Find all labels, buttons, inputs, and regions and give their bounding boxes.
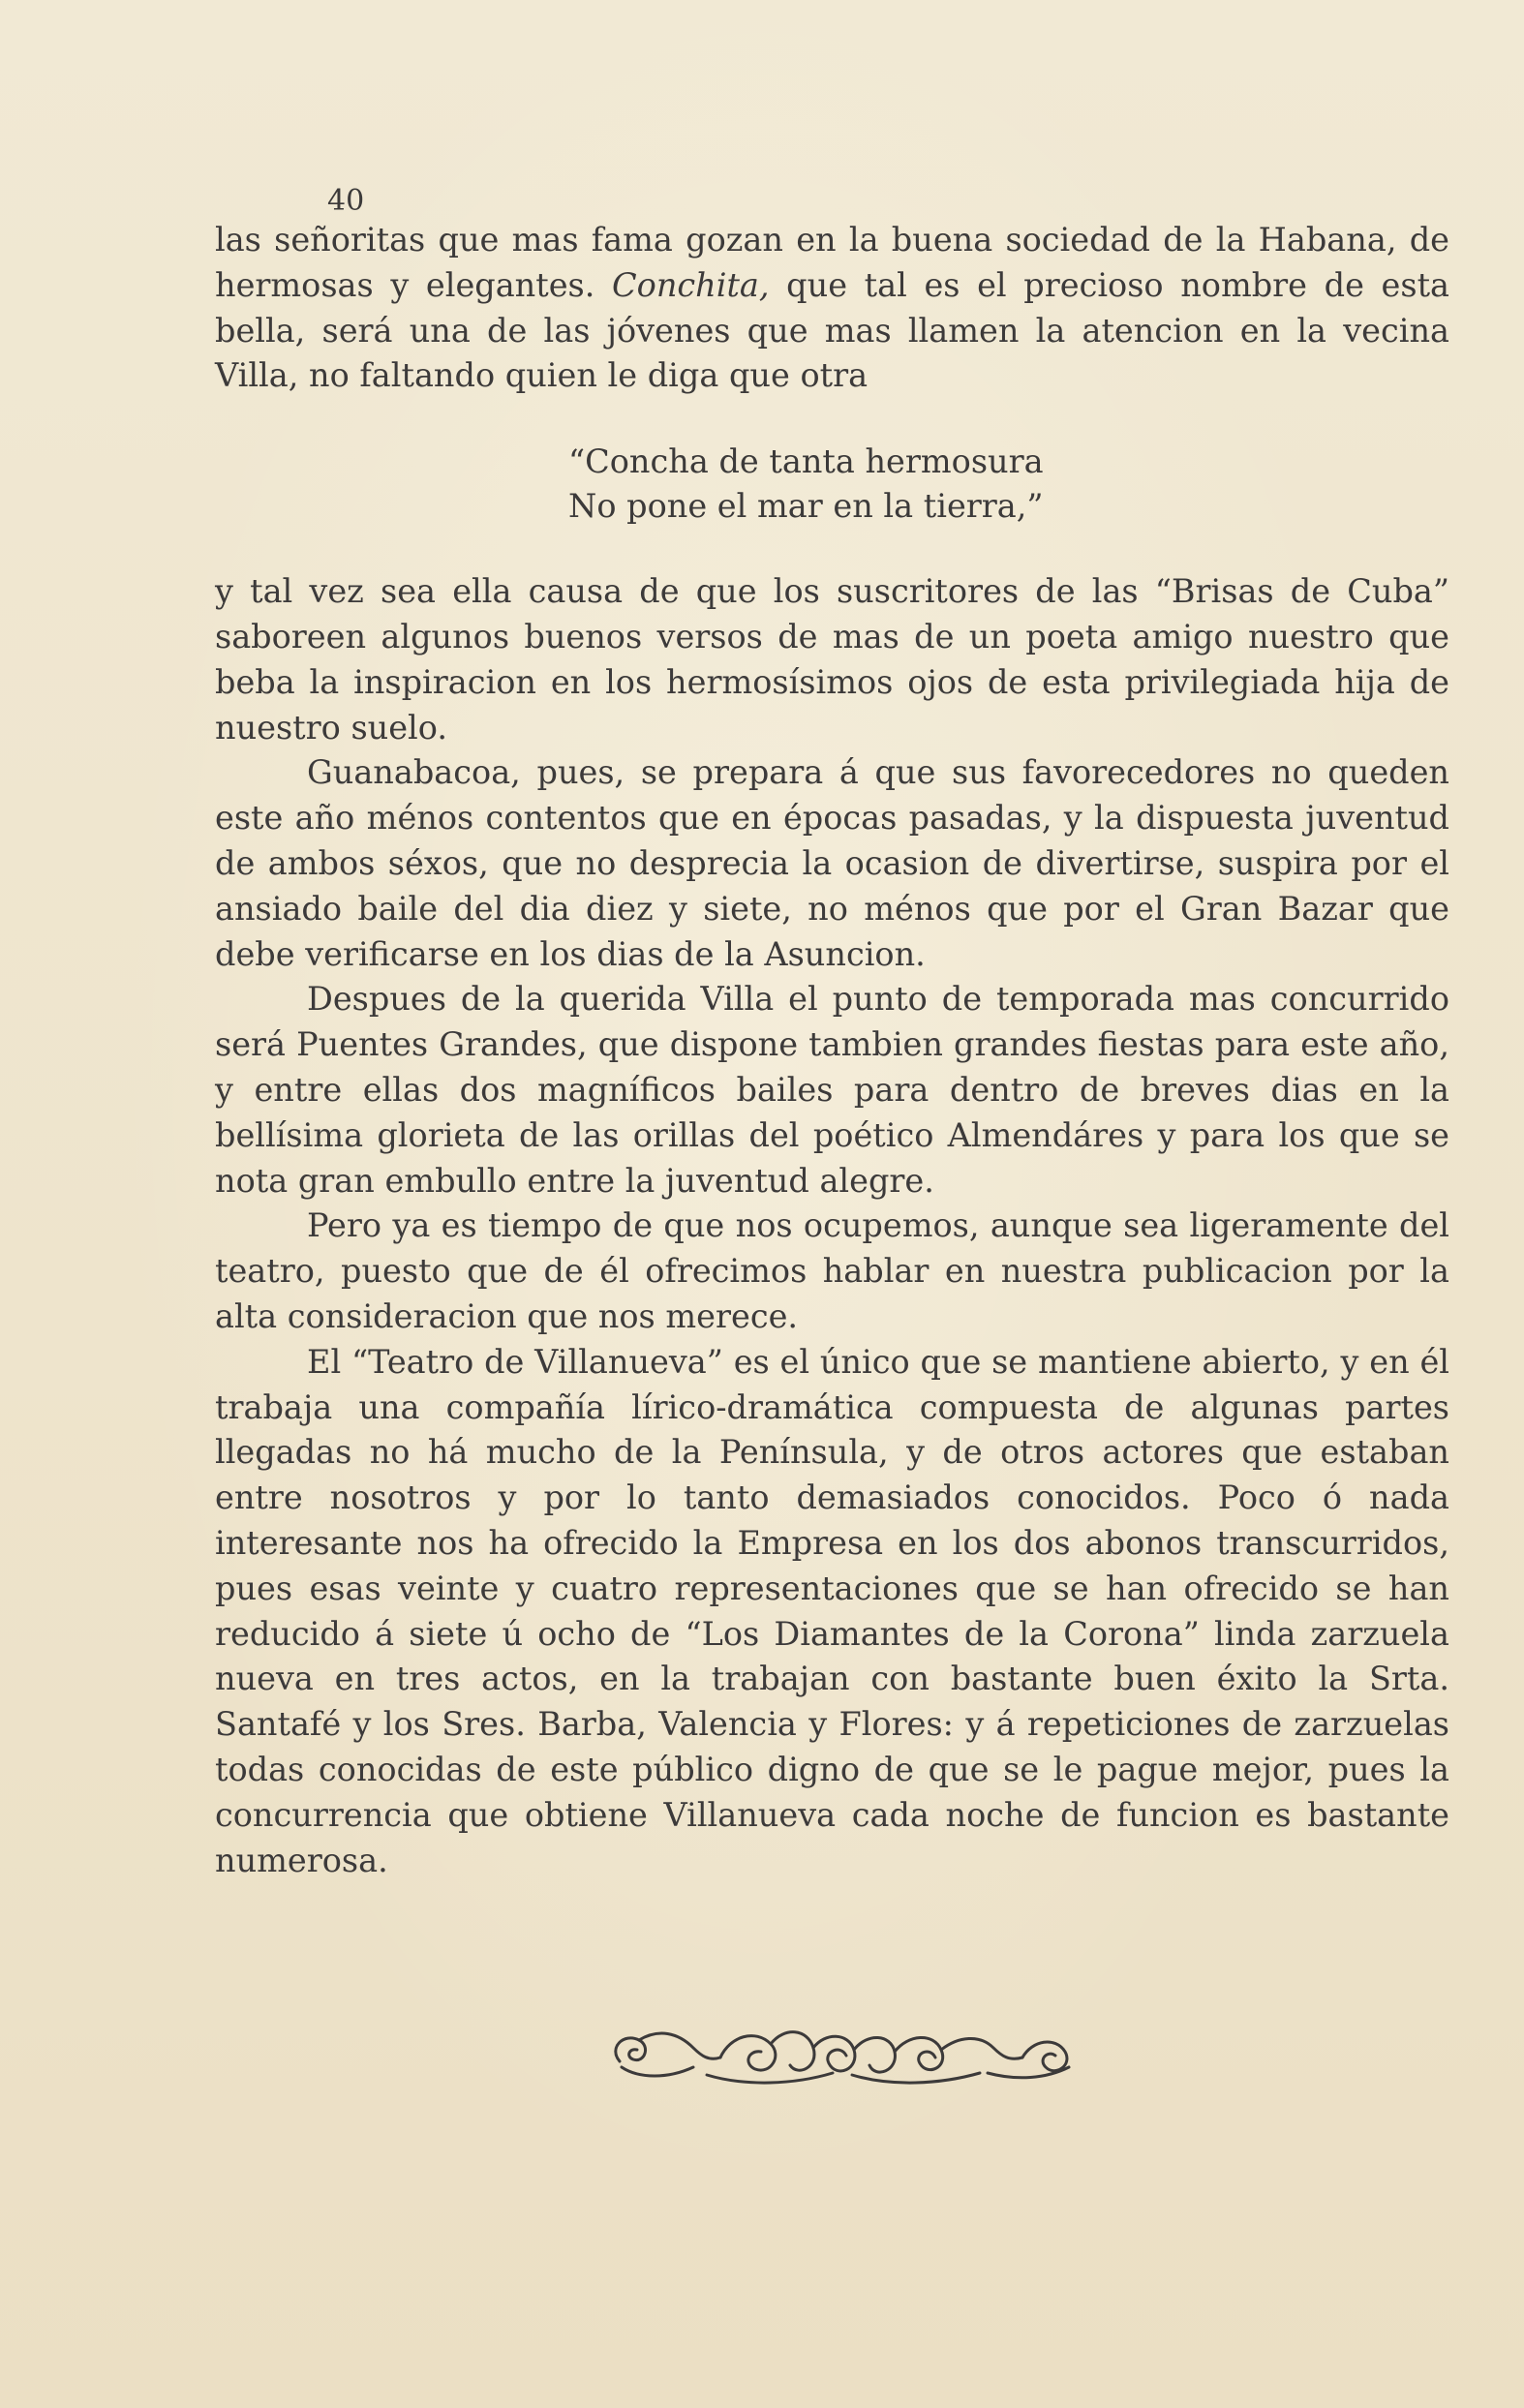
paragraph-1-italic-name: Conchita, bbox=[612, 265, 770, 304]
paragraph-4: Despues de la querida Villa el punto de temporada mas concurrido será Puentes Grandes, que dispone tambien grandes fiestas para este año, y entre ellas dos magníficos bailes para dentro de breves dias en la bellísima glorieta de las orillas del poético Almendáres y para los que se nota gran embullo entre la juventud alegre. bbox=[215, 980, 1449, 1200]
paragraph-5: Pero ya es tiempo de que nos ocupemos, aunque sea ligeramente del teatro, puesto que de él ofrecimos hablar en nuestra publicacion por la alta consideracion que nos merece. bbox=[215, 1206, 1449, 1335]
paragraph-3: Guanabacoa, pues, se prepara á que sus favorecedores no queden este año ménos contentos que en épocas pasadas, y la dispuesta juventud de ambos séxos, que no desprecia la ocasion de divertirse, suspira por el ansiado baile del dia diez y siete, no ménos que por el Gran Bazar que debe verificarse en los dias de la Asuncion. bbox=[215, 753, 1449, 973]
page-number: 40 bbox=[327, 184, 365, 218]
paragraph-2: y tal vez sea ella causa de que los suscritores de las “Brisas de Cuba” saboreen algunos buenos versos de mas de un poeta amigo nuestro que beba la inspiracion en los hermosísimos ojos de esta privilegiada hija de nuestro suelo. bbox=[215, 572, 1449, 747]
paragraph-1-text-a: las señoritas que mas fama gozan en la buena sociedad de la Habana, de hermosas y elegantes. bbox=[215, 221, 1449, 304]
decorative-flourish-icon bbox=[600, 2019, 1084, 2096]
paragraph-1 bbox=[215, 218, 1449, 399]
paragraph-6: El “Teatro de Villanueva” es el único que se mantiene abierto, y en él trabaja una compañía lírico-dramática compuesta de algunas partes llegadas no há mucho de la Península, y de otros actores que estaban entre nosotros y por lo tanto demasiados conocidos. Poco ó nada interesante nos ha ofrecido la Empresa en los dos abonos transcurridos, pues esas veinte y cuatro representaciones que se han ofrecido se han reducido á siete ú ocho de “Los Diamantes de la Corona” linda zarzuela nueva en tres actos, en la trabajan con bastante buen éxito la Srta. Santafé y los Sres. Barba, Valencia y Flores: y á repeticiones de zarzuelas todas conocidas de este público digno de que se le pague mejor, pues la concurrencia que obtiene Villanueva cada noche de funcion es bastante numerosa. bbox=[215, 1342, 1449, 1879]
verse-line-2: No pone el mar en la tierra,” bbox=[568, 487, 1044, 526]
article-body bbox=[215, 179, 1449, 1883]
paragraph-1-text-b: que tal es el precioso nombre de esta bella, será una de las jóvenes que mas llamen la atencion en la vecina Villa, no faltando quien le diga que otra bbox=[215, 265, 1449, 395]
verse-line-1: “Concha de tanta hermosura bbox=[568, 442, 1044, 481]
verse-quote bbox=[568, 440, 1449, 529]
